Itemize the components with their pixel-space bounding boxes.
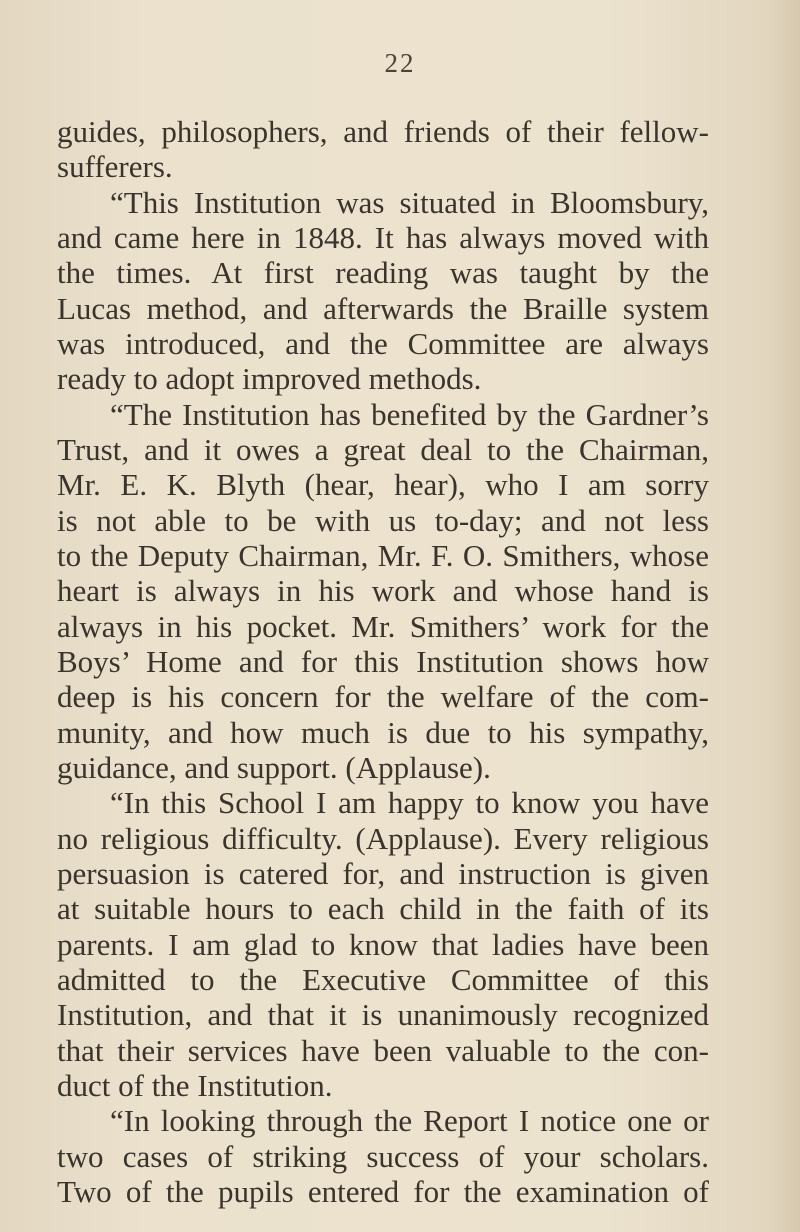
text-line: Lucas method, and afterwards the Braille system	[57, 291, 709, 326]
text-line: Trust, and it owes a great deal to the Chairman,	[57, 432, 709, 467]
text-line: is not able to be with us to-day; and not less	[57, 503, 709, 538]
text-line: no religious difficulty. (Applause). Every religious	[57, 821, 709, 856]
text-line: guides, philosophers, and friends of their fellow-	[57, 114, 709, 149]
text-line: and came here in 1848. It has always moved with	[57, 220, 709, 255]
text-line: “In looking through the Report I notice one or	[110, 1103, 709, 1138]
text-line: guidance, and support. (Applause).	[57, 750, 491, 785]
text-line: sufferers.	[57, 149, 173, 184]
text-line: “This Institution was situated in Bloomsbury,	[110, 185, 709, 220]
text-line: persuasion is catered for, and instruction is given	[57, 856, 709, 891]
text-line: at suitable hours to each child in the faith of its	[57, 891, 709, 926]
text-line: Institution, and that it is unanimously recognized	[57, 997, 709, 1032]
text-line: parents. I am glad to know that ladies have been	[57, 927, 709, 962]
text-line: deep is his concern for the welfare of the com-	[57, 679, 709, 714]
text-line: “In this School I am happy to know you have	[110, 785, 709, 820]
text-line: always in his pocket. Mr. Smithers’ work for the	[57, 609, 709, 644]
text-line: that their services have been valuable to the con-	[57, 1033, 709, 1068]
text-line: admitted to the Executive Committee of this	[57, 962, 709, 997]
text-line: munity, and how much is due to his sympathy,	[57, 715, 709, 750]
text-line: two cases of striking success of your scholars.	[57, 1139, 709, 1174]
text-line: Mr. E. K. Blyth (hear, hear), who I am sorry	[57, 467, 709, 502]
page-number: 22	[384, 48, 416, 78]
text-line: duct of the Institution.	[57, 1068, 333, 1103]
text-line: to the Deputy Chairman, Mr. F. O. Smithers, whose	[57, 538, 709, 573]
text-line: “The Institution has benefited by the Gardner’s	[110, 397, 709, 432]
text-line: was introduced, and the Committee are always	[57, 326, 709, 361]
text-line: the times. At first reading was taught by the	[57, 255, 709, 290]
text-line: Two of the pupils entered for the examination of	[57, 1174, 709, 1209]
text-line: Boys’ Home and for this Institution shows how	[57, 644, 709, 679]
text-line: heart is always in his work and whose hand is	[57, 573, 709, 608]
text-line: ready to adopt improved methods.	[57, 361, 482, 396]
